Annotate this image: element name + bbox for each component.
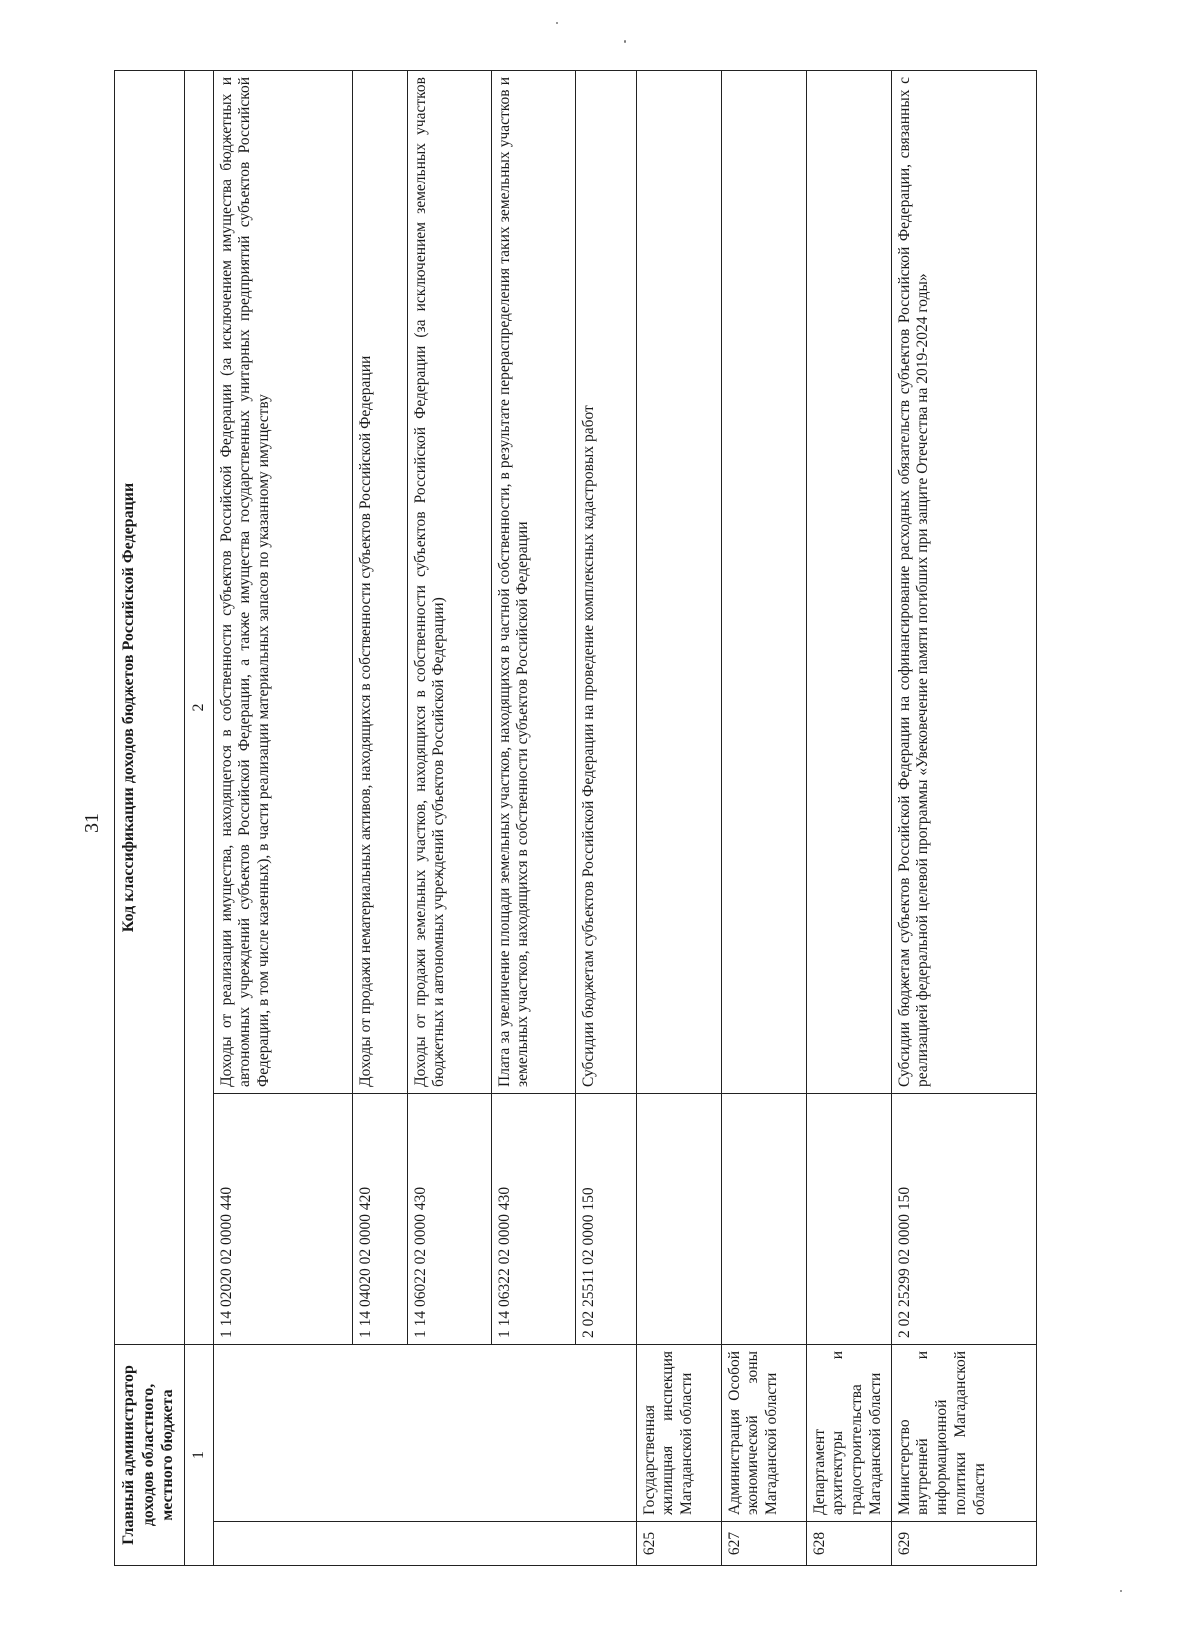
admin-row	[721, 71, 806, 1566]
page-number: 31	[80, 813, 103, 833]
revenue-description: Доходы от реализации имущества, находящегося в собственности субъектов Российской Федерации (за исключением имущества бюджетных и автономных учреждений субъектов Российской Федерации, а также имущества государственных унитарных предприятий субъектов Российской Федерации, в том числе казенных), в части реализации материальных запасов по указанному имуществу	[213, 71, 352, 1094]
revenue-description: Плата за увеличение площади земельных участков, находящихся в частной собственности, в результате перераспределения таких земельных участков и земельных участков, находящихся в собственности субъектов Российской Федерации	[491, 71, 575, 1094]
revenue-code: 1 14 06322 02 0000 430	[491, 1093, 575, 1344]
column-number-row	[185, 71, 214, 1566]
table-row	[407, 71, 491, 1566]
admin-name: Государственная жилищная инспекция Магаданской области	[636, 1344, 721, 1521]
revenue-classification-table	[114, 70, 1037, 1566]
revenue-description: Субсидии бюджетам субъектов Российской Федерации на софинансирование расходных обязательств субъектов Российской Федерации, связанных с реализацией федеральной целевой программы «Увековечение памяти погибших при защите Отечества на 2019-2024 годы»	[891, 71, 1036, 1094]
revenue-code: 2 02 25299 02 0000 150	[891, 1093, 1036, 1344]
table-header-row	[115, 71, 185, 1566]
revenue-description: Доходы от продажи земельных участков, находящихся в собственности субъектов Российской Федерации (за исключением земельных участков бюджетных и автономных учреждений субъектов Российской Федерации)	[407, 71, 491, 1094]
revenue-code: 1 14 04020 02 0000 420	[352, 1093, 407, 1344]
revenue-code: 1 14 02020 02 0000 440	[213, 1093, 352, 1344]
header-classification-code: Код классификации доходов бюджетов Российской Федерации	[115, 71, 185, 1345]
admin-row	[891, 71, 1036, 1566]
revenue-description	[636, 71, 721, 1094]
admin-id: 629	[891, 1522, 1036, 1566]
admin-row	[806, 71, 891, 1566]
scan-speck	[1120, 1590, 1122, 1592]
revenue-code: 2 02 25511 02 0000 150	[575, 1093, 636, 1344]
admin-row	[636, 71, 721, 1566]
column-number-2: 2	[185, 71, 214, 1345]
admin-id-cell	[213, 1522, 636, 1566]
rotated-document	[114, 70, 1037, 1566]
table-row	[352, 71, 407, 1566]
table-row	[213, 71, 352, 1566]
table-row	[491, 71, 575, 1566]
revenue-code	[721, 1093, 806, 1344]
admin-name-cell	[213, 1344, 636, 1521]
header-administrator: Главный администратор доходов областного, местного бюджета	[115, 1344, 185, 1565]
admin-id: 628	[806, 1522, 891, 1566]
admin-name: Департамент архитектуры и градостроительства Магаданской области	[806, 1344, 891, 1521]
revenue-code	[806, 1093, 891, 1344]
revenue-description	[721, 71, 806, 1094]
revenue-description: Субсидии бюджетам субъектов Российской Федерации на проведение комплексных кадастровых работ	[575, 71, 636, 1094]
table-row	[575, 71, 636, 1566]
admin-id: 627	[721, 1522, 806, 1566]
scan-speck	[556, 22, 558, 24]
column-number-1: 1	[185, 1344, 214, 1565]
revenue-description	[806, 71, 891, 1094]
admin-name: Министерство внутренней и информационной политики Магаданской области	[891, 1344, 1036, 1521]
revenue-code	[636, 1093, 721, 1344]
admin-id: 625	[636, 1522, 721, 1566]
revenue-code: 1 14 06022 02 0000 430	[407, 1093, 491, 1344]
scan-speck	[624, 40, 626, 43]
revenue-description: Доходы от продажи нематериальных активов, находящихся в собственности субъектов Российской Федерации	[352, 71, 407, 1094]
admin-name: Администрация Особой экономической зоны Магаданской области	[721, 1344, 806, 1521]
